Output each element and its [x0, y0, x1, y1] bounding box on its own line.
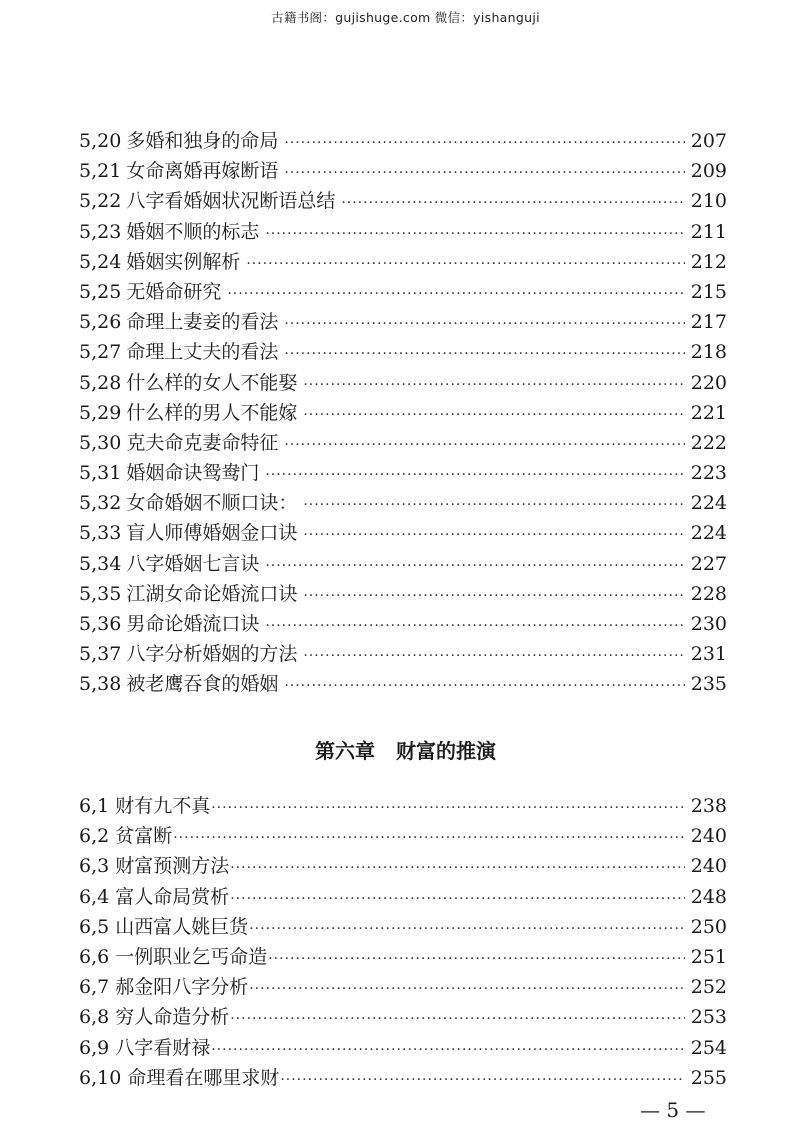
entry-title: 命理看在哪里求财 — [127, 1066, 280, 1089]
entry-page: 222 — [690, 431, 727, 454]
entry-title: 婚姻不顺的标志 — [126, 220, 260, 243]
toc-entry[interactable] — [79, 851, 727, 881]
entry-page: 224 — [690, 522, 727, 545]
chapter-heading: 第六章 财富的推演 — [315, 739, 496, 763]
entry-title: 一例职业乞丐命造 — [115, 945, 268, 968]
entry-title: 八字分析婚姻的方法 — [126, 643, 298, 666]
toc-entry[interactable] — [79, 217, 727, 247]
toc-entry[interactable] — [79, 277, 727, 307]
toc-entry[interactable] — [79, 669, 727, 699]
entry-page: 253 — [690, 1006, 727, 1029]
entry-number: 6,2 — [79, 825, 110, 848]
entry-number: 5,28 — [79, 371, 122, 394]
entry-title: 盲人师傅婚姻金口诀 — [126, 522, 298, 545]
entry-title: 克夫命克妻命特征 — [126, 431, 279, 454]
toc-entry[interactable] — [79, 942, 727, 972]
entry-title: 婚姻实例解析 — [126, 250, 241, 273]
entry-number: 6,8 — [79, 1006, 110, 1029]
toc-entry[interactable] — [79, 518, 727, 548]
entry-title: 女命婚姻不顺口诀： — [126, 492, 298, 515]
entry-number: 5,38 — [79, 673, 122, 696]
toc-entry[interactable] — [79, 428, 727, 458]
entry-page: 255 — [690, 1066, 727, 1089]
entry-title: 被老鹰吞食的婚姻 — [126, 673, 279, 696]
entry-number: 5,29 — [79, 401, 122, 424]
leader-dots — [284, 339, 684, 369]
leader-dots — [265, 219, 684, 249]
toc-entry[interactable] — [79, 337, 727, 367]
leader-dots — [284, 128, 684, 158]
entry-page: 215 — [690, 280, 727, 303]
toc-entry[interactable] — [79, 1033, 727, 1063]
leader-dots — [211, 793, 685, 823]
toc-entry[interactable] — [79, 882, 727, 912]
entry-page: 252 — [690, 976, 727, 999]
toc-entry[interactable] — [79, 247, 727, 277]
entry-page: 251 — [690, 945, 727, 968]
leader-dots — [303, 581, 684, 611]
leader-dots — [230, 853, 685, 883]
leader-dots — [303, 400, 684, 430]
toc-entry[interactable] — [79, 912, 727, 942]
entry-number: 6,10 — [79, 1066, 122, 1089]
entry-page: 250 — [690, 915, 727, 938]
entry-title: 郝金阳八字分析 — [115, 976, 249, 999]
entry-title: 命理上丈夫的看法 — [126, 341, 279, 364]
leader-dots — [303, 520, 684, 550]
leader-dots — [246, 249, 684, 279]
entry-page: 230 — [690, 613, 727, 635]
entry-page: 209 — [690, 160, 727, 183]
toc-entry[interactable] — [79, 488, 727, 518]
leader-dots — [280, 1065, 684, 1095]
leader-dots — [249, 914, 685, 944]
entry-page: 227 — [690, 552, 727, 575]
toc-entry[interactable] — [79, 156, 727, 186]
entry-page: 207 — [690, 130, 727, 152]
leader-dots — [284, 309, 684, 339]
entry-number: 5,36 — [79, 613, 122, 635]
toc-entry[interactable] — [79, 1063, 727, 1093]
entry-number: 5,23 — [79, 220, 122, 243]
entry-title: 无婚命研究 — [126, 280, 222, 303]
toc-entry[interactable] — [79, 972, 727, 1002]
entry-number: 5,37 — [79, 643, 122, 666]
entry-number: 6,5 — [79, 915, 110, 938]
toc-entry[interactable] — [79, 639, 727, 669]
entry-number: 5,25 — [79, 280, 122, 303]
entry-number: 6,9 — [79, 1036, 110, 1059]
entry-page: 248 — [690, 885, 727, 908]
entry-title: 江湖女命论婚流口诀 — [126, 582, 298, 605]
entry-page: 218 — [690, 341, 727, 364]
leader-dots — [249, 974, 685, 1004]
entry-number: 5,32 — [79, 492, 122, 515]
toc-section-chapter-6 — [79, 791, 727, 1093]
entry-number: 5,21 — [79, 160, 122, 183]
leader-dots — [227, 279, 684, 309]
entry-page: 221 — [690, 401, 727, 424]
toc-entry[interactable] — [79, 126, 727, 156]
entry-page: 228 — [690, 582, 727, 605]
entry-title: 女命离婚再嫁断语 — [126, 160, 279, 183]
leader-dots — [284, 158, 684, 188]
leader-dots — [211, 1035, 685, 1065]
entry-number: 6,7 — [79, 976, 110, 999]
toc-entry[interactable] — [79, 821, 727, 851]
entry-number: 6,6 — [79, 945, 110, 968]
entry-number: 5,22 — [79, 190, 122, 213]
leader-dots — [230, 1004, 685, 1034]
entry-number: 5,35 — [79, 582, 122, 605]
entry-number: 5,34 — [79, 552, 122, 575]
leader-dots — [303, 370, 684, 400]
toc-entry[interactable] — [79, 398, 727, 428]
leader-dots — [230, 884, 685, 914]
toc-entry[interactable] — [79, 791, 727, 821]
leader-dots — [265, 551, 684, 581]
entry-page: 224 — [690, 492, 727, 515]
entry-page: 240 — [690, 855, 727, 878]
entry-number: 5,26 — [79, 311, 122, 334]
entry-number: 6,3 — [79, 855, 110, 878]
toc-entry[interactable] — [79, 609, 727, 639]
entry-page: 231 — [690, 643, 727, 666]
entry-number: 5,31 — [79, 462, 122, 485]
entry-page: 212 — [690, 250, 727, 273]
entry-title: 八字看婚姻状况断语总结 — [126, 190, 336, 213]
entry-page: 240 — [690, 825, 727, 848]
entry-number: 5,24 — [79, 250, 122, 273]
leader-dots — [303, 490, 684, 520]
entry-number: 6,4 — [79, 885, 110, 908]
entry-title: 八字婚姻七言诀 — [126, 552, 260, 575]
toc-entry[interactable] — [79, 307, 727, 337]
entry-number: 5,27 — [79, 341, 122, 364]
entry-title: 穷人命造分析 — [115, 1006, 230, 1029]
entry-title: 什么样的女人不能娶 — [126, 371, 298, 394]
entry-number: 5,30 — [79, 431, 122, 454]
toc-entry[interactable] — [79, 186, 727, 216]
entry-title: 八字看财禄 — [115, 1036, 211, 1059]
leader-dots — [265, 460, 684, 490]
entry-title: 山西富人姚巨货 — [115, 915, 249, 938]
toc-entry[interactable] — [79, 579, 727, 609]
toc-entry[interactable] — [79, 458, 727, 488]
entry-page: 238 — [690, 795, 727, 817]
entry-title: 命理上妻妾的看法 — [126, 311, 279, 334]
toc-entry[interactable] — [79, 549, 727, 579]
entry-number: 5,20 — [79, 130, 122, 152]
toc-entry[interactable] — [79, 1002, 727, 1032]
watermark-header: 古籍书阁：gujishuge.com 微信：yishanguji — [271, 10, 540, 25]
entry-title: 贫富断 — [115, 825, 173, 848]
entry-title: 婚姻命诀鸳鸯门 — [126, 462, 260, 485]
entry-page: 211 — [690, 220, 727, 243]
entry-title: 财有九不真 — [115, 795, 211, 817]
leader-dots — [341, 188, 684, 218]
leader-dots — [284, 430, 684, 460]
entry-page: 220 — [690, 371, 727, 394]
toc-section-chapter-5 — [79, 126, 727, 700]
entry-page: 254 — [690, 1036, 727, 1059]
leader-dots — [268, 944, 685, 974]
entry-title: 富人命局赏析 — [115, 885, 230, 908]
entry-number: 5,33 — [79, 522, 122, 545]
entry-number: 6,1 — [79, 795, 110, 817]
leader-dots — [284, 671, 684, 701]
entry-title: 财富预测方法 — [115, 855, 230, 878]
leader-dots — [265, 611, 684, 641]
entry-title: 什么样的男人不能嫁 — [126, 401, 298, 424]
entry-page: 217 — [690, 311, 727, 334]
toc-entry[interactable] — [79, 368, 727, 398]
page-number: — 5 — — [640, 1098, 706, 1122]
entry-title: 多婚和独身的命局 — [126, 130, 279, 152]
entry-page: 235 — [690, 673, 727, 696]
leader-dots — [173, 823, 685, 853]
entry-page: 223 — [690, 462, 727, 485]
leader-dots — [303, 641, 684, 671]
entry-page: 210 — [690, 190, 727, 213]
entry-title: 男命论婚流口诀 — [126, 613, 260, 635]
